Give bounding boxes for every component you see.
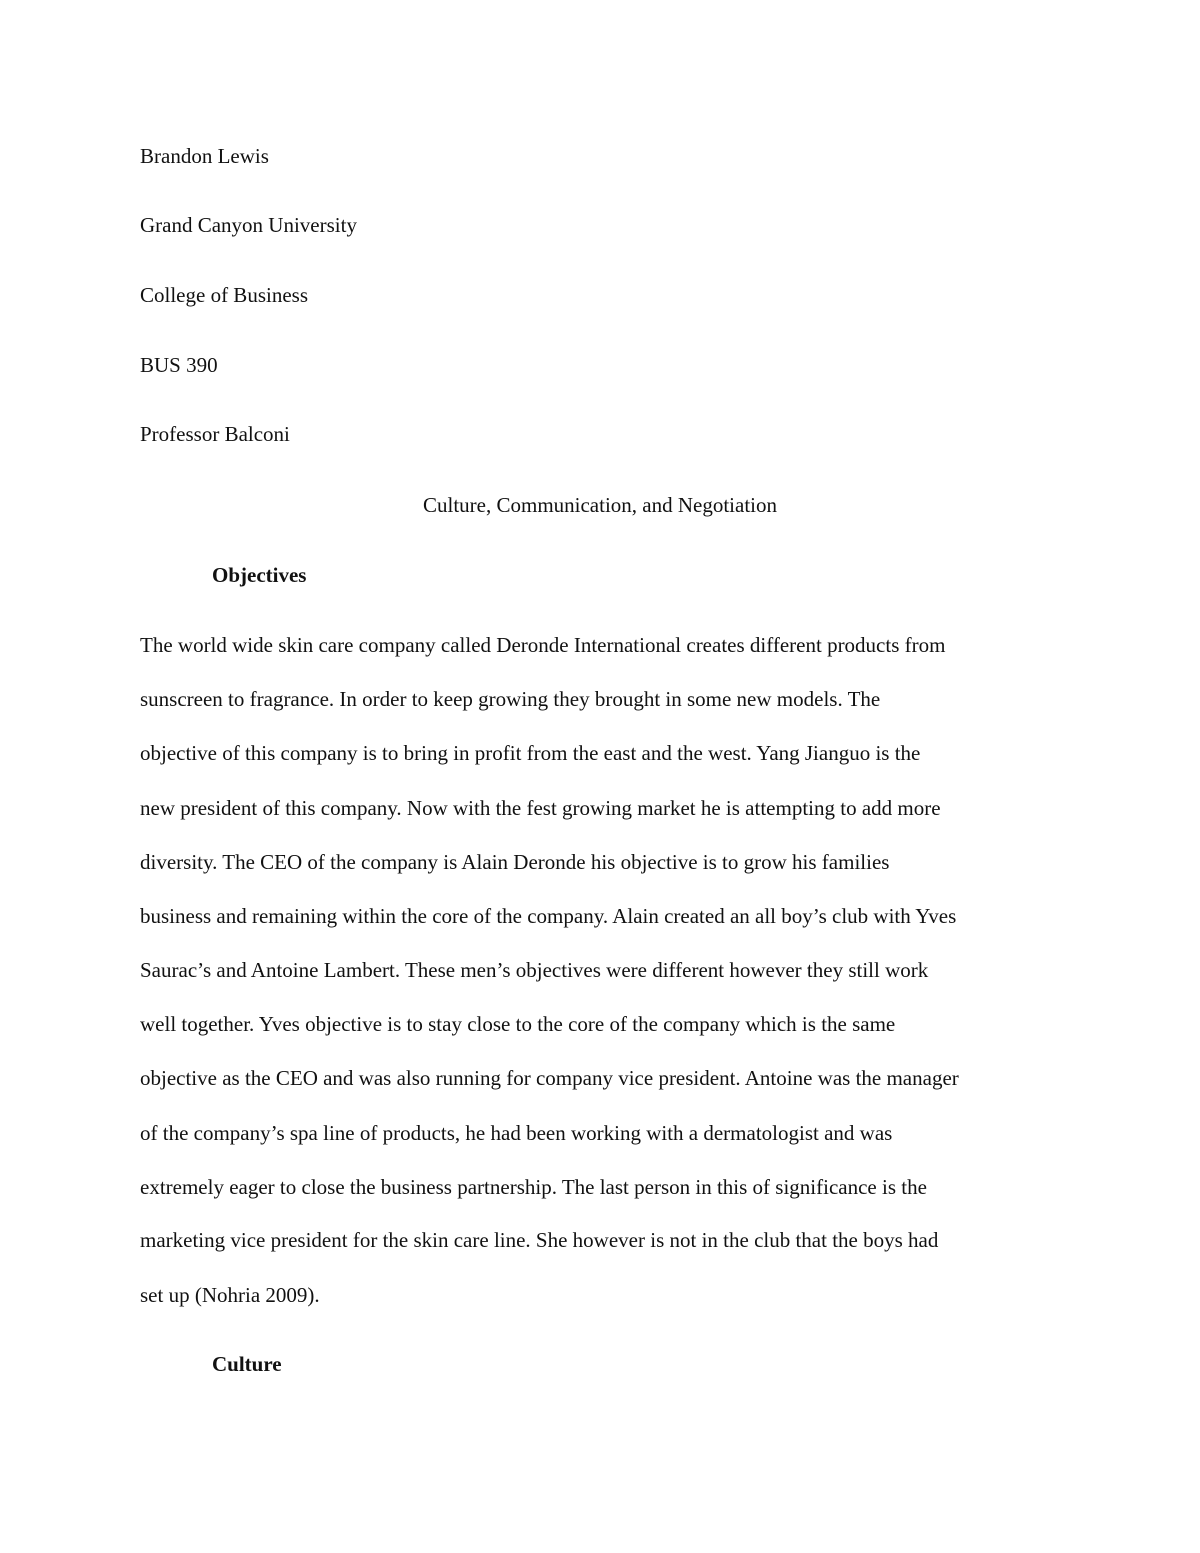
paragraph-line: of the company’s spa line of products, he had been working with a dermatologist and was xyxy=(140,1121,893,1145)
paragraph-line: set up (Nohria 2009). xyxy=(140,1283,320,1307)
paragraph-line: The world wide skin care company called Deronde International creates different products from xyxy=(140,633,946,657)
document-title: Culture, Communication, and Negotiation xyxy=(422,493,778,517)
author-name: Brandon Lewis xyxy=(140,144,269,168)
paragraph-line: sunscreen to fragrance. In order to keep growing they brought in some new models. The xyxy=(140,687,881,711)
section-heading-objectives: Objectives xyxy=(212,563,307,587)
course-code: BUS 390 xyxy=(140,353,218,377)
paragraph-line: objective as the CEO and was also running for company vice president. Antoine was the manager xyxy=(140,1066,959,1090)
college-name: College of Business xyxy=(140,283,308,307)
university-name: Grand Canyon University xyxy=(140,213,357,237)
paragraph-line: well together. Yves objective is to stay close to the core of the company which is the same xyxy=(140,1012,896,1036)
professor-name: Professor Balconi xyxy=(140,422,290,446)
paragraph-line: diversity. The CEO of the company is Alain Deronde his objective is to grow his families xyxy=(140,850,890,874)
paragraph-line: business and remaining within the core of the company. Alain created an all boy’s club with Yves xyxy=(140,904,957,928)
paragraph-line: new president of this company. Now with the fest growing market he is attempting to add more xyxy=(140,796,941,820)
paragraph-line: Saurac’s and Antoine Lambert. These men’s objectives were different however they still work xyxy=(140,958,929,982)
section-heading-culture: Culture xyxy=(212,1352,282,1376)
paragraph-line: objective of this company is to bring in profit from the east and the west. Yang Jianguo is the xyxy=(140,741,921,765)
paragraph-line: marketing vice president for the skin care line. She however is not in the club that the boys had xyxy=(140,1228,939,1252)
paragraph-line: extremely eager to close the business partnership. The last person in this of significance is the xyxy=(140,1175,927,1199)
